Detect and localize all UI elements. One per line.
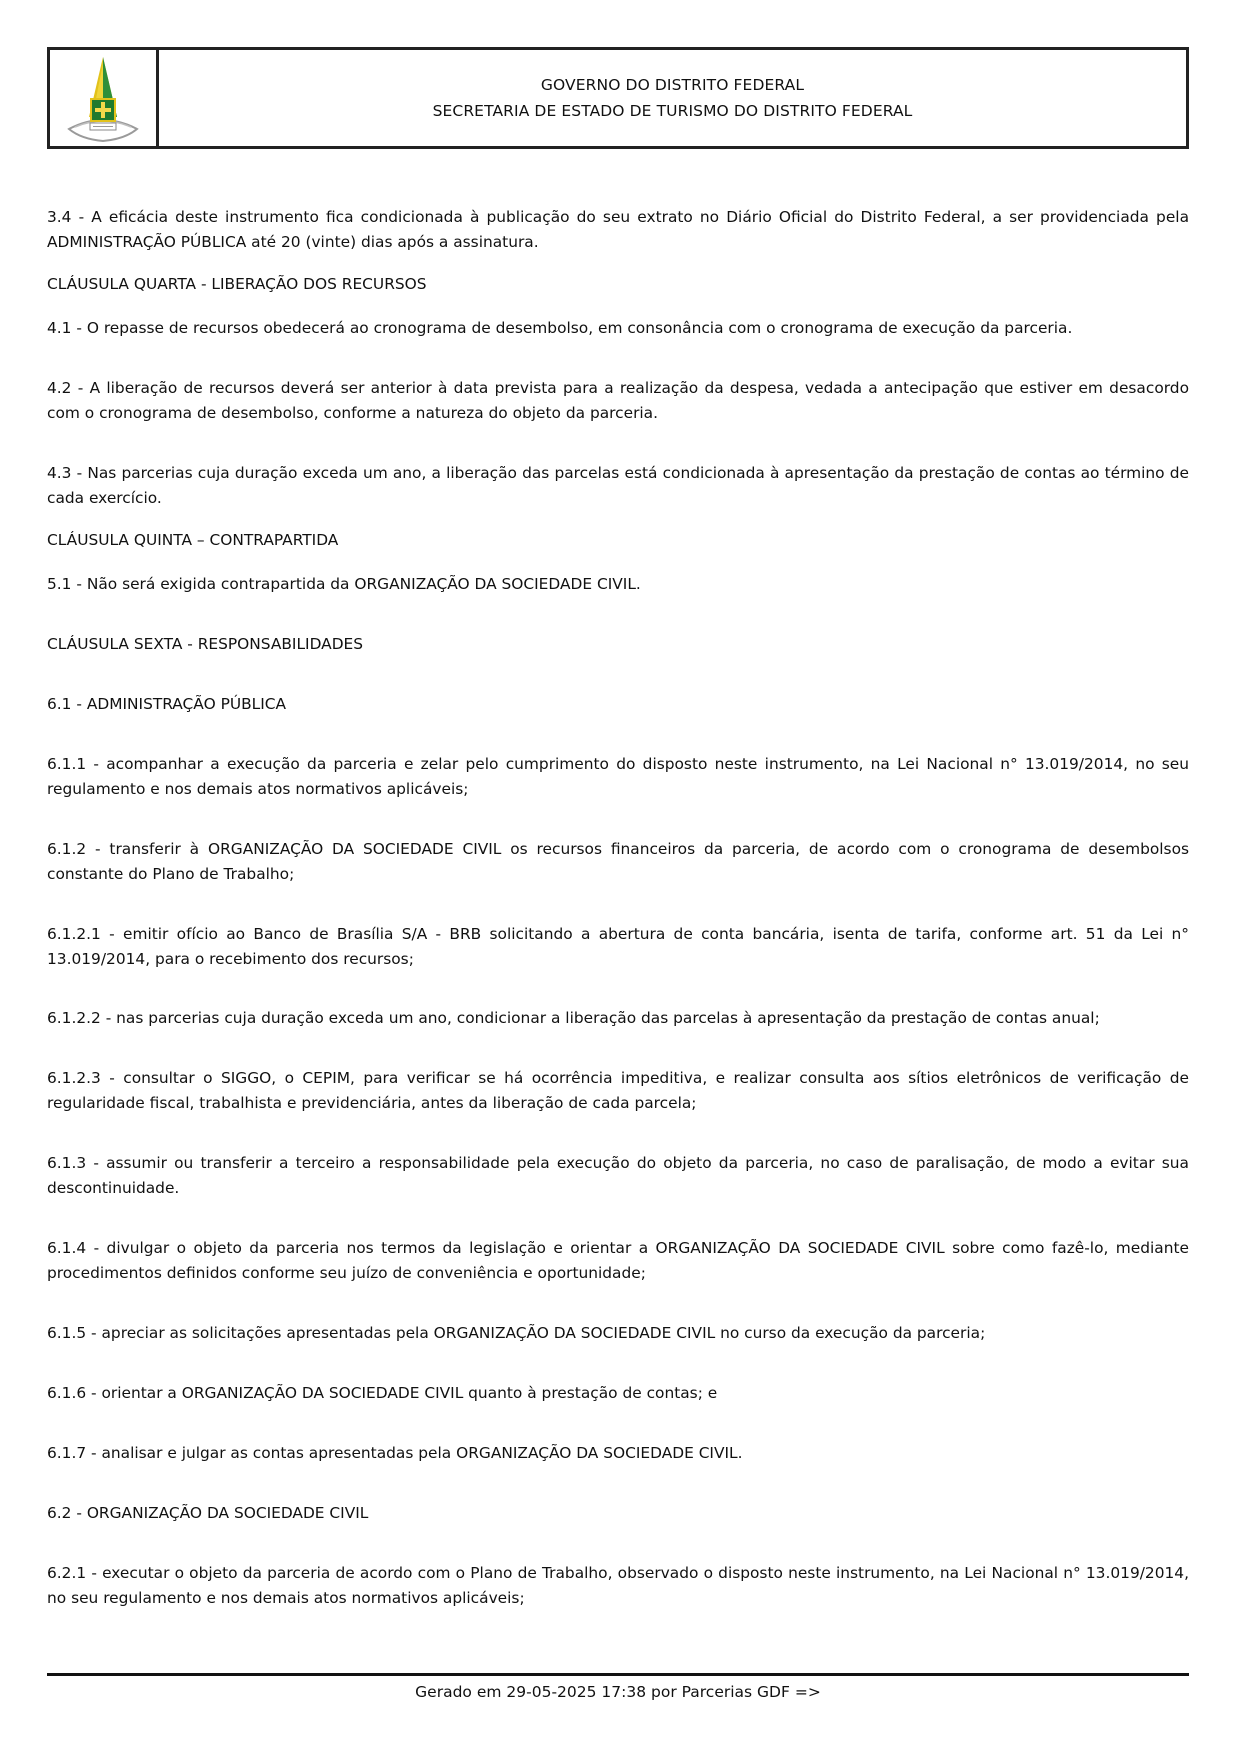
clause-3-4: 3.4 - A eficácia deste instrumento fica condicionada à publicação do seu extrato no Diário Oficial do Distrito Federal, a ser providenciada pela ADMINISTRAÇÃO PÚBLICA até 20 (vinte) dias após a assinatura. [47,208,1189,251]
clause-4-1: 4.1 - O repasse de recursos obedecerá ao cronograma de desembolso, em consonância com o cronograma de execução da parceria. [47,319,1073,337]
clause-5-1: 5.1 - Não será exigida contrapartida da ORGANIZAÇÃO DA SOCIEDADE CIVIL. [47,575,641,593]
header-title-block [159,50,1186,146]
logo-cell [50,50,159,146]
clause-heading-sexta: CLÁUSULA SEXTA - RESPONSABILIDADES [47,635,364,653]
footer-generated-note: Gerado em 29-05-2025 17:38 por Parcerias GDF => [415,1683,821,1701]
clause-heading-quinta: CLÁUSULA QUINTA – CONTRAPARTIDA [47,531,339,549]
clause-6-1-1: 6.1.1 - acompanhar a execução da parceria e zelar pelo cumprimento do disposto neste instrumento, na Lei Nacional n° 13.019/2014, no seu regulamento e nos demais atos normativos aplicáveis; [47,755,1189,798]
clause-6-1: 6.1 - ADMINISTRAÇÃO PÚBLICA [47,695,287,713]
clause-4-3: 4.3 - Nas parcerias cuja duração exceda um ano, a liberação das parcelas está condicionada à apresentação da prestação de contas ao término de cada exercício. [47,464,1189,507]
clause-6-1-2: 6.1.2 - transferir à ORGANIZAÇÃO DA SOCIEDADE CIVIL os recursos financeiros da parceria, de acordo com o cronograma de desembolsos constante do Plano de Trabalho; [47,840,1189,883]
secretariat-title: SECRETARIA DE ESTADO DE TURISMO DO DISTRITO FEDERAL [432,102,913,120]
clause-6-1-3: 6.1.3 - assumir ou transferir a terceiro a responsabilidade pela execução do objeto da parceria, no caso de paralisação, de modo a evitar sua descontinuidade. [47,1154,1189,1197]
clause-6-1-2-3: 6.1.2.3 - consultar o SIGGO, o CEPIM, para verificar se há ocorrência impeditiva, e realizar consulta aos sítios eletrônicos de verificação de regularidade fiscal, trabalhista e previdenciária, antes da liberação de cada parcela; [47,1069,1189,1112]
clause-6-1-4: 6.1.4 - divulgar o objeto da parceria nos termos da legislação e orientar a ORGANIZAÇÃO DA SOCIEDADE CIVIL sobre como fazê-lo, mediante procedimentos definidos conforme seu juízo de conveniência e oportunidade; [47,1239,1189,1282]
clause-6-2: 6.2 - ORGANIZAÇÃO DA SOCIEDADE CIVIL [47,1504,369,1522]
clause-6-2-1: 6.2.1 - executar o objeto da parceria de acordo com o Plano de Trabalho, observado o disposto neste instrumento, na Lei Nacional n° 13.019/2014, no seu regulamento e nos demais atos normativos aplicáveis; [47,1564,1189,1607]
clause-6-1-7: 6.1.7 - analisar e julgar as contas apresentadas pela ORGANIZAÇÃO DA SOCIEDADE CIVIL. [47,1444,743,1462]
clause-6-1-6: 6.1.6 - orientar a ORGANIZAÇÃO DA SOCIEDADE CIVIL quanto à prestação de contas; e [47,1384,718,1402]
document-header [47,47,1189,149]
clause-6-1-5: 6.1.5 - apreciar as solicitações apresentadas pela ORGANIZAÇÃO DA SOCIEDADE CIVIL no curso da execução da parceria; [47,1324,986,1342]
clause-6-1-2-2: 6.1.2.2 - nas parcerias cuja duração exceda um ano, condicionar a liberação das parcelas à apresentação da prestação de contas anual; [47,1009,1100,1027]
clause-heading-quarta: CLÁUSULA QUARTA - LIBERAÇÃO DOS RECURSOS [47,275,427,293]
government-title: GOVERNO DO DISTRITO FEDERAL [540,76,805,94]
brasilia-coat-of-arms-icon [63,53,143,143]
clause-6-1-2-1: 6.1.2.1 - emitir ofício ao Banco de Brasília S/A - BRB solicitando a abertura de conta bancária, isenta de tarifa, conforme art. 51 da Lei n° 13.019/2014, para o recebimento dos recursos; [47,925,1189,968]
clause-4-2: 4.2 - A liberação de recursos deverá ser anterior à data prevista para a realização da despesa, vedada a antecipação que estiver em desacordo com o cronograma de desembolso, conforme a natureza do objeto da parceria. [47,379,1189,422]
footer-divider [47,1673,1189,1676]
